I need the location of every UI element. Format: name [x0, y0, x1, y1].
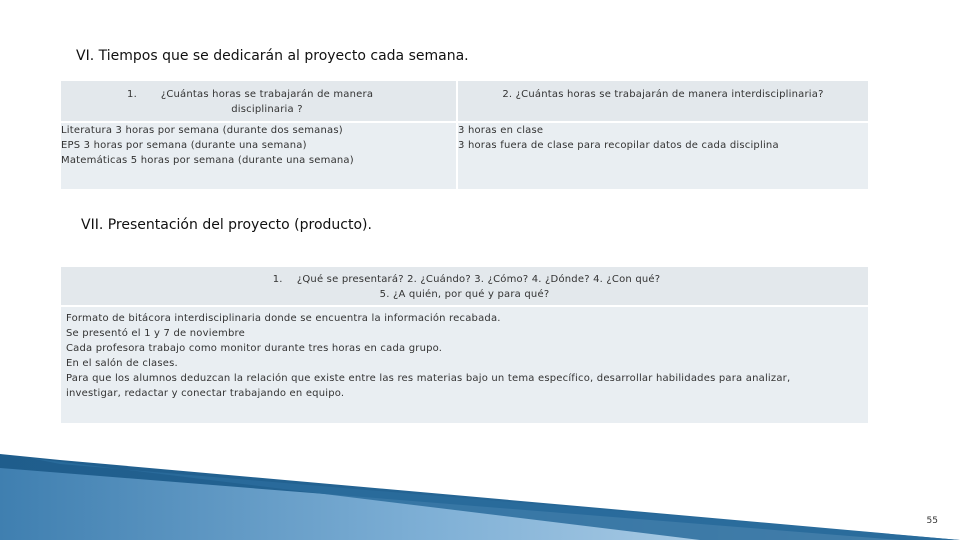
presentation-questions-text: ¿Qué se presentará? 2. ¿Cuándo? 3. ¿Cómo? 4. ¿Dónde? 4. ¿Con qué?: [296, 274, 661, 285]
hours-table-header-row: [61, 81, 868, 122]
hours-question-2-cell: [457, 81, 868, 122]
answer-2-line: 3 horas fuera de clase para recopilar datos de cada disciplina: [458, 140, 779, 151]
question-1-text: [147, 81, 387, 117]
presentation-answer-cell: [61, 306, 868, 423]
hours-table-answer-row: [61, 122, 868, 189]
hours-question-1-cell: [61, 81, 457, 122]
presentation-questions-line-1: [61, 267, 868, 287]
decorative-blue-stripe: [0, 440, 960, 540]
question-1-number: 1.: [127, 89, 137, 100]
answer-1-line: EPS 3 horas por semana (durante una semana): [61, 140, 307, 151]
presentation-answer-line: En el salón de clases.: [66, 358, 178, 369]
question-1-line-2: disciplinaria ?: [231, 104, 303, 115]
presentation-questions-cell: [61, 267, 868, 306]
presentation-table: [61, 267, 868, 423]
section-7-title: VII. Presentación del proyecto (producto).: [81, 217, 372, 233]
section-6-title: VI. Tiempos que se dedicarán al proyecto cada semana.: [76, 48, 469, 64]
presentation-answer-line: Formato de bitácora interdisciplinaria donde se encuentra la información recabada.: [66, 313, 501, 324]
presentation-table-answer-row: [61, 306, 868, 423]
answer-1-line: Matemáticas 5 horas por semana (durante una semana): [61, 155, 354, 166]
presentation-question-number: 1.: [272, 274, 283, 285]
presentation-answer-line: Se presentó el 1 y 7 de noviembre: [66, 328, 245, 339]
presentation-answer-line: Cada profesora trabajo como monitor durante tres horas en cada grupo.: [66, 343, 443, 354]
presentation-questions-line-2: 5. ¿A quién, por qué y para qué?: [379, 289, 550, 300]
page-number: 55: [926, 516, 938, 526]
presentation-table-header-row: [61, 267, 868, 306]
interdisciplinary-hours-answer: [457, 122, 868, 189]
question-1-line-1: ¿Cuántas horas se trabajarán de manera: [160, 89, 374, 100]
question-2-text: 2. ¿Cuántas horas se trabajarán de manera interdisciplinaria?: [502, 89, 824, 100]
hours-table: [61, 81, 868, 189]
answer-1-line: Literatura 3 horas por semana (durante dos semanas): [61, 125, 343, 136]
presentation-answer-line: Para que los alumnos deduzcan la relación que existe entre las res materias bajo un tema específico, desarrollar habilidades para analizar,: [66, 373, 791, 384]
answer-2-line: 3 horas en clase: [458, 125, 544, 136]
presentation-answer-line: investigar, redactar y conectar trabajando en equipo.: [66, 388, 345, 399]
disciplinary-hours-answer: [61, 122, 457, 189]
